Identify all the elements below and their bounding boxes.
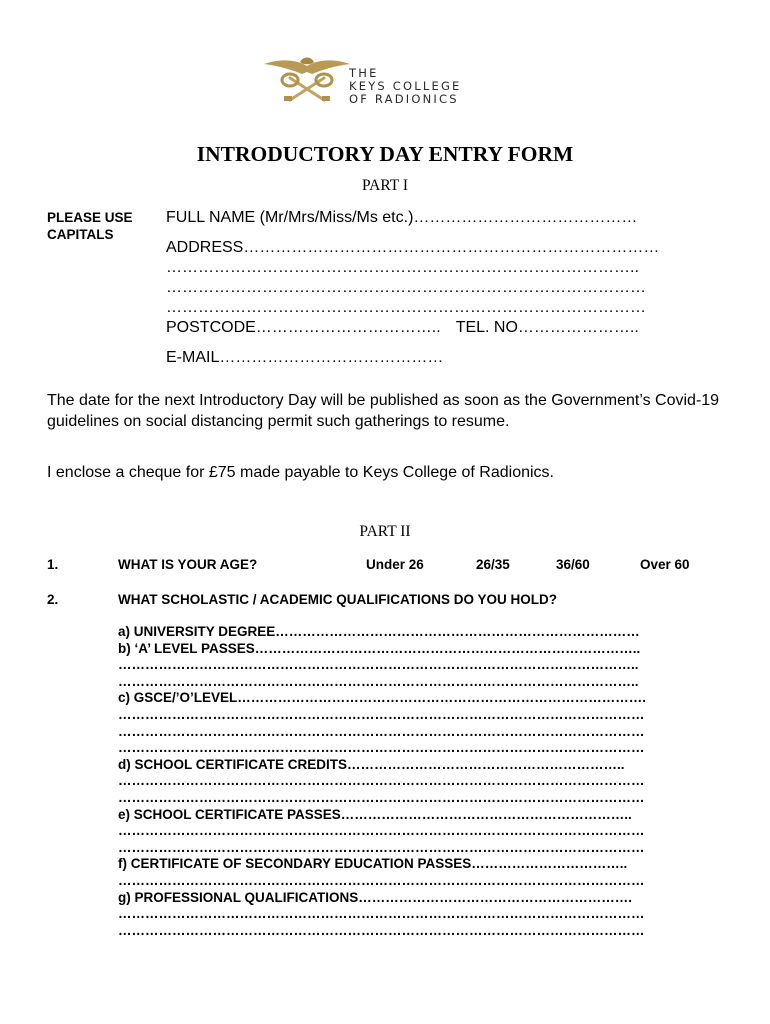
form-title: INTRODUCTORY DAY ENTRY FORM [196,142,574,166]
question-2-text: WHAT SCHOLASTIC / ACADEMIC QUALIFICATIONS DO YOU HOLD? [118,592,557,607]
keys-crest-icon [262,52,352,110]
age-option-36-60[interactable]: 36/60 [556,557,590,572]
postcode-field[interactable]: POSTCODE…………………………….. [166,319,441,336]
qual-school-certificate-credits[interactable]: d) SCHOOL CERTIFICATE CREDITS…………………………………………………….. [118,756,625,772]
qual-blank-line[interactable]: ……………………………………………………………………………………………………… [118,706,645,722]
qual-a-level-passes[interactable]: b) ‘A’ LEVEL PASSES………………………………………………………………………….. [118,640,641,656]
qual-blank-line[interactable]: ……………………………………………………………………………………………………… [118,906,645,922]
qual-university-degree[interactable]: a) UNIVERSITY DEGREE……………………………………………………………………… [118,624,640,639]
qual-blank-line[interactable]: ……………………………………………………………………………………………………… [118,723,645,739]
qual-blank-line[interactable]: …………………………………………………………………………………………………….. [118,673,639,689]
question-2-number: 2. [47,592,59,607]
qual-gsce-o-level[interactable]: c) GSCE/’O’LEVEL………………………………………………………………………………. [118,690,647,706]
introductory-day-notice: The date for the next Introductory Day will be published as soon as the Government’s Covid-19 guidelines on social distancing permit such gatherings to resume. [47,392,720,430]
postcode-tel-row [166,318,711,338]
part-two-heading: PART II [359,523,411,540]
part-one-heading: PART I [361,177,409,194]
qual-blank-line[interactable]: ……………………………………………………………………………………………………… [118,839,645,855]
full-name-field[interactable]: FULL NAME (Mr/Mrs/Miss/Ms etc.)…………………………………… [166,209,638,226]
email-field[interactable]: E-MAIL…………………………………… [166,349,444,366]
qual-blank-line[interactable]: ……………………………………………………………………………………………………… [118,740,645,756]
age-option-under-26[interactable]: Under 26 [366,557,424,572]
qual-blank-line[interactable]: ……………………………………………………………………………………………………… [118,789,645,805]
tel-field[interactable]: TEL. NO………………….. [455,319,639,336]
please-use-capitals-note: PLEASE USE CAPITALS [47,210,133,242]
question-1-text: WHAT IS YOUR AGE? [118,557,258,572]
qual-blank-line[interactable]: ……………………………………………………………………………………………………… [118,872,645,888]
qual-blank-line[interactable]: ……………………………………………………………………………………………………… [118,922,645,938]
contact-fields [166,208,711,368]
address-line-4[interactable]: ……………………………………………………………………………… [166,299,646,316]
question-1-number: 1. [47,557,59,572]
address-line-3[interactable]: ……………………………………………………………………………… [166,279,646,296]
logo-line-3: OF RADIONICS [349,92,459,106]
address-field[interactable]: ADDRESS…………………………………………………………………… [166,239,660,256]
age-option-26-35[interactable]: 26/35 [476,557,510,572]
cheque-statement: I enclose a cheque for £75 made payable to Keys College of Radionics. [47,464,554,481]
qual-blank-line[interactable]: ……………………………………………………………………………………………………… [118,823,645,839]
address-line-2[interactable]: …………………………………………………………………………….. [166,259,639,276]
logo-line-1: THE [349,66,379,80]
logo-line-2: KEYS COLLEGE [349,79,462,93]
qual-blank-line[interactable]: ……………………………………………………………………………………………………… [118,773,645,789]
qualifications-list [118,624,724,939]
logo-wordmark [349,67,462,106]
qual-professional-qualifications[interactable]: g) PROFESSIONAL QUALIFICATIONS……………………………………………………. [118,889,633,905]
qual-school-certificate-passes[interactable]: e) SCHOOL CERTIFICATE PASSES……………………………………………………….. [118,806,632,822]
college-logo [262,52,502,110]
age-option-over-60[interactable]: Over 60 [640,557,690,572]
qual-blank-line[interactable]: …………………………………………………………………………………………………….. [118,657,639,673]
qual-cse-passes[interactable]: f) CERTIFICATE OF SECONDARY EDUCATION PASSES…………………………….. [118,856,628,872]
